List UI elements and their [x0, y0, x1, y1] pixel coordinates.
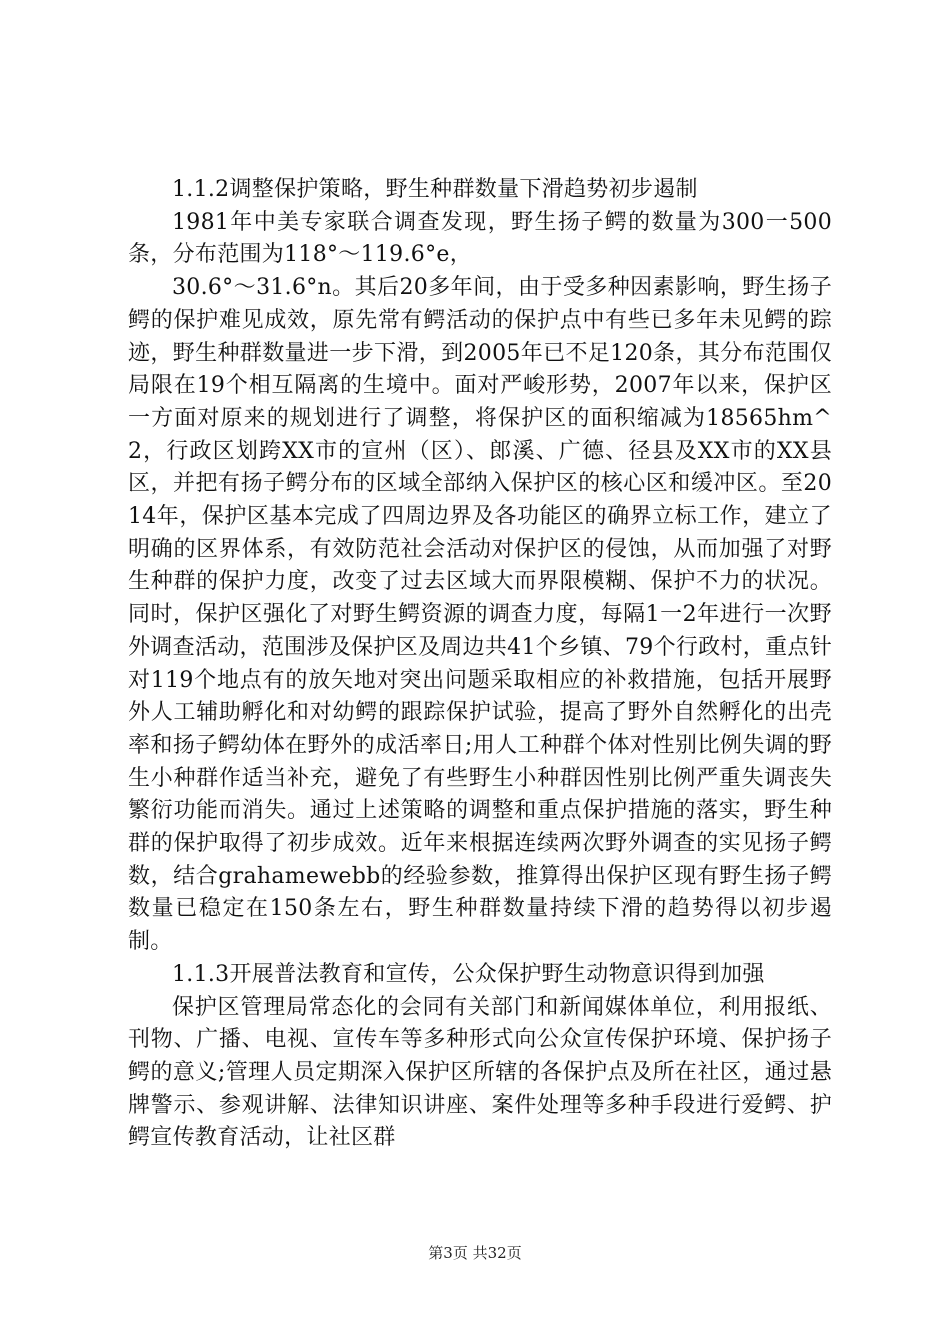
body-paragraph: 1981年中美专家联合调查发现，野生扬子鳄的数量为300一500条，分布范围为118°～119.6°e，	[128, 209, 832, 268]
body-paragraph: 30.6°～31.6°n。其后20多年间，由于受多种因素影响，野生扬子鳄的保护难见成效，原先常有鳄活动的保护点中有些已多年未见鳄的踪迹，野生种群数量进一步下滑，到2005年已不足120条，其分布范围仅局限在19个相互隔离的生境中。面对严峻形势，2007年以来，保护区一方面对原来的规划进行了调整，将保护区的面积缩减为18565hm^2，行政区划跨XX市的宣州（区）、郎溪、广德、径县及XX市的XX县区，并把有扬子鳄分布的区域全部纳入保护区的核心区和缓冲区。至2014年，保护区基本完成了四周边界及各功能区的确界立标工作，建立了明确的区界体系，有效防范社会活动对保护区的侵蚀，从而加强了对野生种群的保护力度，改变了过去区域大而界限模糊、保护不力的状况。同时，保护区强化了对野生鳄资源的调查力度，每隔1一2年进行一次野外调查活动，范围涉及保护区及周边共41个乡镇、79个行政村，重点针对119个地点有的放矢地对突出问题采取相应的补救措施，包括开展野外人工辅助孵化和对幼鳄的跟踪保护试验，提高了野外自然孵化的出壳率和扬子鳄幼体在野外的成活率日;用人工种群个体对性别比例失调的野生小种群作适当补充，避免了有些野生小种群因性别比例严重失调丧失繁衍功能而消失。通过上述策略的调整和重点保护措施的落实，野生种群的保护取得了初步成效。近年来根据连续两次野外调查的实见扬子鳄数，结合grahamewebb的经验参数，推算得出保护区现有野生扬子鳄数量已稳定在150条左右，野生种群数量持续下滑的趋势得以初步遏制。	[128, 275, 832, 955]
document-body	[128, 174, 832, 1155]
section-heading-1-1-3: 1.1.3开展普法教育和宣传，公众保护野生动物意识得到加强	[172, 961, 765, 987]
page-footer: 第3页 共32页	[428, 1244, 522, 1262]
body-paragraph: 保护区管理局常态化的会同有关部门和新闻媒体单位，利用报纸、刊物、广播、电视、宣传车等多种形式向公众宣传保护环境、保护扬子鳄的意义;管理人员定期深入保护区所辖的各保护点及所在社区，通过悬牌警示、参观讲解、法律知识讲座、案件处理等多种手段进行爱鳄、护鳄宣传教育活动，让社区群	[128, 994, 832, 1151]
section-heading-1-1-2: 1.1.2调整保护策略，野生种群数量下滑趋势初步遏制	[172, 177, 698, 202]
